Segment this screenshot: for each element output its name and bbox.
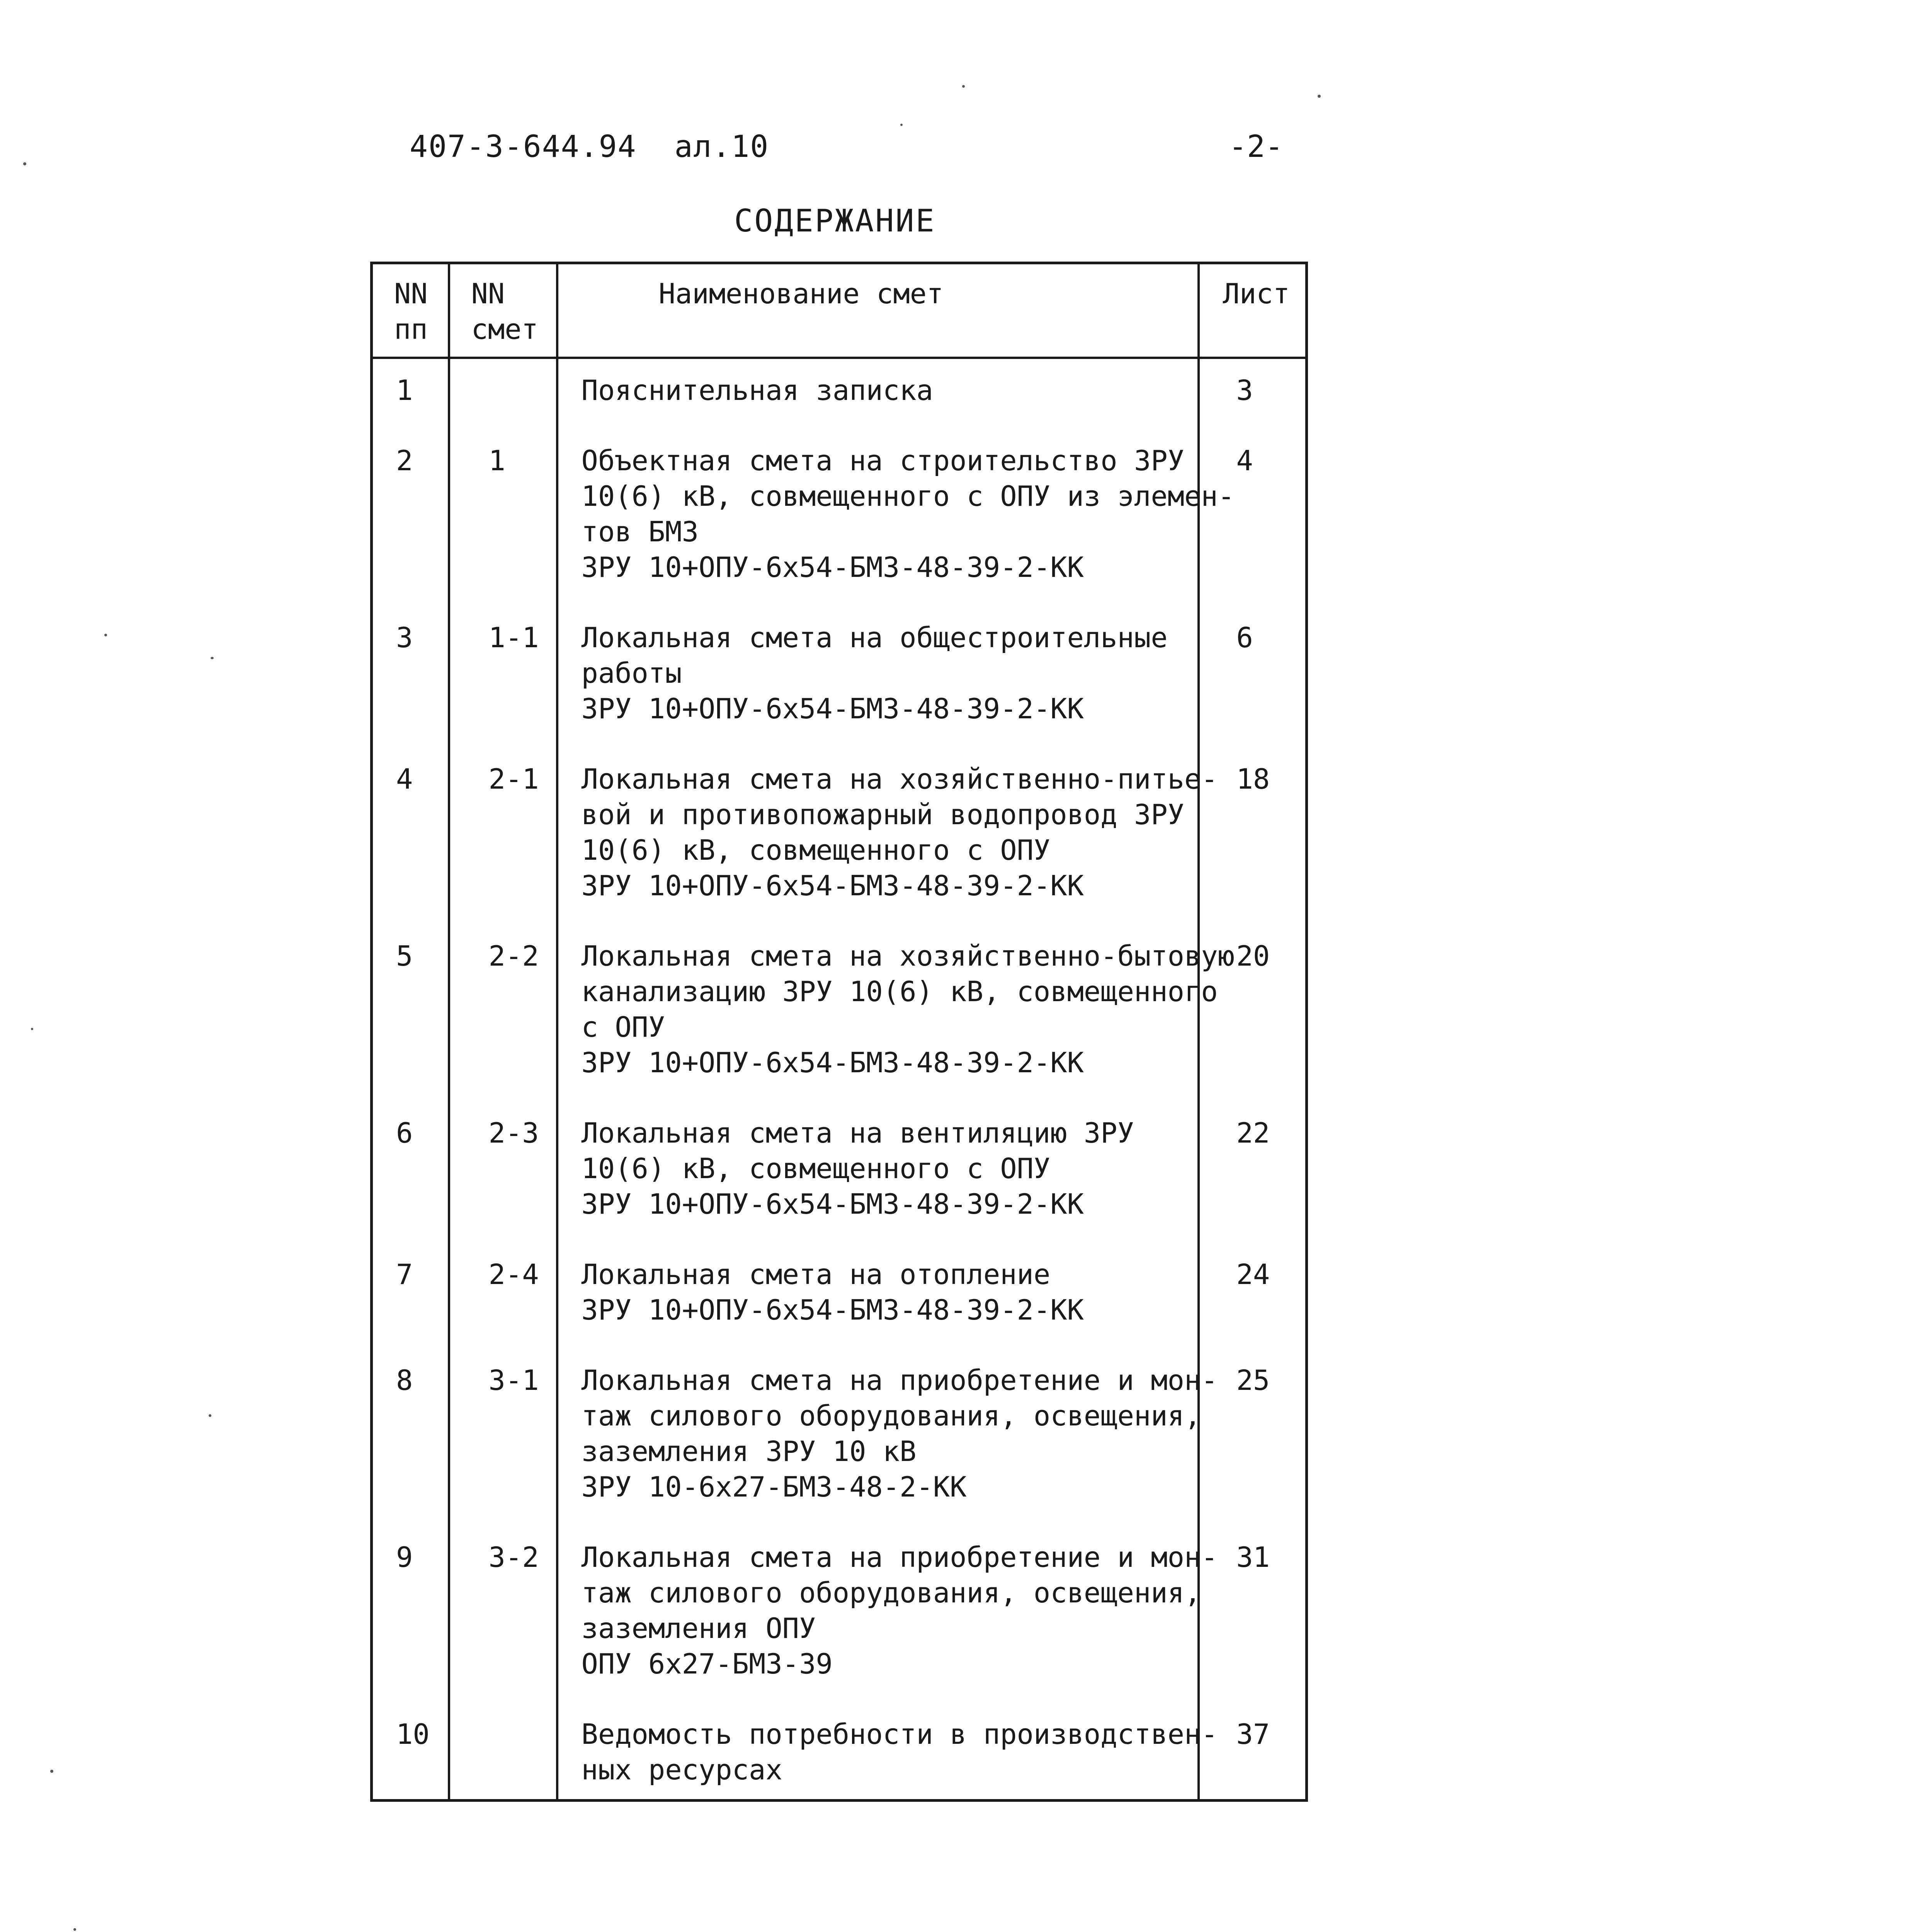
- estimate-name-line: ЗРУ 10+ОПУ-6х54-БМЗ-48-39-2-КК: [581, 869, 1084, 902]
- contents-table: [370, 262, 1308, 1802]
- estimate-number: 2-1: [449, 761, 557, 938]
- estimate-name: [557, 1257, 1199, 1362]
- estimate-name: [557, 1716, 1218, 1801]
- estimate-name-line: ЗРУ 10-6х27-БМЗ-48-2-КК: [581, 1471, 967, 1503]
- scan-speck: [211, 657, 214, 659]
- row-number: 8: [372, 1362, 449, 1539]
- scan-speck: [31, 1028, 33, 1030]
- column-header-number-line2: пп: [394, 313, 428, 345]
- sheet-number: 24: [1199, 1257, 1307, 1362]
- estimate-name-line: Локальная смета на приобретение и мон-: [581, 1364, 1218, 1396]
- estimate-name-line: тов БМЗ: [581, 515, 699, 548]
- estimate-name-line: ОПУ 6х27-БМЗ-39: [581, 1648, 833, 1680]
- scan-speck: [1318, 95, 1321, 98]
- column-header-name: Наименование смет: [557, 263, 1199, 358]
- estimate-name-line: ЗРУ 10+ОПУ-6х54-БМЗ-48-39-2-КК: [581, 551, 1084, 583]
- estimate-name: [557, 1539, 1218, 1716]
- sheet-number: 22: [1199, 1115, 1307, 1257]
- sheet-number: 37: [1199, 1716, 1307, 1801]
- sheet-number: 4: [1199, 443, 1307, 620]
- estimate-number: 3-2: [449, 1539, 557, 1716]
- estimate-number: 1-1: [449, 620, 557, 761]
- estimate-name-line: ЗРУ 10+ОПУ-6х54-БМЗ-48-39-2-КК: [581, 1046, 1084, 1079]
- row-number: 9: [372, 1539, 449, 1716]
- estimate-name: [557, 620, 1199, 761]
- scan-speck: [962, 85, 965, 88]
- estimate-name-line: канализацию ЗРУ 10(6) кВ, совмещенного: [581, 975, 1218, 1008]
- column-header-estimate-line1: NN: [471, 277, 505, 310]
- table-row: [372, 761, 1307, 938]
- scan-speck: [104, 634, 107, 636]
- estimate-name-line: Локальная смета на хозяйственно-бытовую: [581, 940, 1235, 972]
- estimate-name-line: ЗРУ 10+ОПУ-6х54-БМЗ-48-39-2-КК: [581, 692, 1084, 725]
- row-number: 5: [372, 938, 449, 1115]
- column-header-estimate: [449, 263, 557, 358]
- sheet-number: 20: [1199, 938, 1307, 1115]
- row-number: 4: [372, 761, 449, 938]
- estimate-number: [449, 1716, 557, 1801]
- estimate-name-line: работы: [581, 657, 682, 689]
- table-row: [372, 1115, 1307, 1257]
- sheet-number: 25: [1199, 1362, 1307, 1539]
- scan-speck: [73, 1928, 76, 1931]
- estimate-number: [449, 358, 557, 443]
- estimate-name-line: вой и противопожарный водопровод ЗРУ: [581, 798, 1185, 831]
- page-number: -2-: [1229, 129, 1283, 164]
- column-header-number: [372, 263, 449, 358]
- table-header-row: [372, 263, 1307, 358]
- estimate-number: 2-4: [449, 1257, 557, 1362]
- estimate-name-line: 10(6) кВ, совмещенного с ОПУ: [581, 1152, 1051, 1185]
- table-row: [372, 1716, 1307, 1801]
- estimate-name-line: ЗРУ 10+ОПУ-6х54-БМЗ-48-39-2-КК: [581, 1294, 1084, 1326]
- row-number: 6: [372, 1115, 449, 1257]
- estimate-name-line: с ОПУ: [581, 1011, 665, 1043]
- sheet-number: 6: [1199, 620, 1307, 761]
- estimate-name: [557, 358, 1199, 443]
- estimate-number: 2-3: [449, 1115, 557, 1257]
- estimate-name: [557, 938, 1235, 1115]
- scan-speck: [209, 1414, 211, 1417]
- column-header-sheet: Лист: [1199, 263, 1307, 358]
- estimate-name-line: ЗРУ 10+ОПУ-6х54-БМЗ-48-39-2-КК: [581, 1188, 1084, 1220]
- estimate-name-line: Локальная смета на хозяйственно-питье-: [581, 763, 1218, 795]
- scan-speck: [50, 1770, 53, 1773]
- estimate-number: 2-2: [449, 938, 557, 1115]
- contents-body: [372, 358, 1307, 1801]
- estimate-name-line: 10(6) кВ, совмещенного с ОПУ: [581, 834, 1051, 866]
- row-number: 7: [372, 1257, 449, 1362]
- document-code: 407-3-644.94 ал.10: [410, 129, 769, 164]
- estimate-name-line: Локальная смета на отопление: [581, 1258, 1051, 1291]
- column-header-estimate-line2: смет: [471, 313, 538, 345]
- estimate-name-line: Объектная смета на строительство ЗРУ: [581, 444, 1185, 477]
- estimate-name-line: заземления ЗРУ 10 кВ: [581, 1435, 917, 1468]
- estimate-name: [557, 1115, 1199, 1257]
- sheet-number: 18: [1199, 761, 1307, 938]
- estimate-name-line: Локальная смета на приобретение и мон-: [581, 1541, 1218, 1573]
- estimate-name: [557, 1362, 1218, 1539]
- estimate-name-line: Локальная смета на общестроительные: [581, 621, 1168, 654]
- estimate-name-line: Локальная смета на вентиляцию ЗРУ: [581, 1117, 1134, 1149]
- table-row: [372, 443, 1307, 620]
- column-header-number-line1: NN: [394, 277, 428, 310]
- table-row: [372, 938, 1307, 1115]
- row-number: 10: [372, 1716, 449, 1801]
- estimate-name-line: ных ресурсах: [581, 1753, 782, 1786]
- estimate-number: 1: [449, 443, 557, 620]
- estimate-name-line: таж силового оборудования, освещения,: [581, 1577, 1201, 1609]
- scan-speck: [23, 162, 26, 165]
- sheet-number: 31: [1199, 1539, 1307, 1716]
- estimate-name-line: Ведомость потребности в производствен-: [581, 1718, 1218, 1750]
- table-row: [372, 1362, 1307, 1539]
- estimate-name-line: таж силового оборудования, освещения,: [581, 1400, 1201, 1432]
- estimate-name-line: 10(6) кВ, совмещенного с ОПУ из элемен-: [581, 480, 1235, 512]
- table-row: [372, 358, 1307, 443]
- estimate-name: [557, 443, 1235, 620]
- estimate-name-line: Пояснительная записка: [581, 374, 933, 406]
- scan-speck: [900, 124, 903, 126]
- estimate-name-line: заземления ОПУ: [581, 1612, 816, 1645]
- row-number: 2: [372, 443, 449, 620]
- page-title: СОДЕРЖАНИЕ: [734, 203, 936, 239]
- estimate-number: 3-1: [449, 1362, 557, 1539]
- table-row: [372, 1257, 1307, 1362]
- sheet-number: 3: [1199, 358, 1307, 443]
- row-number: 1: [372, 358, 449, 443]
- row-number: 3: [372, 620, 449, 761]
- table-row: [372, 620, 1307, 761]
- estimate-name: [557, 761, 1218, 938]
- table-row: [372, 1539, 1307, 1716]
